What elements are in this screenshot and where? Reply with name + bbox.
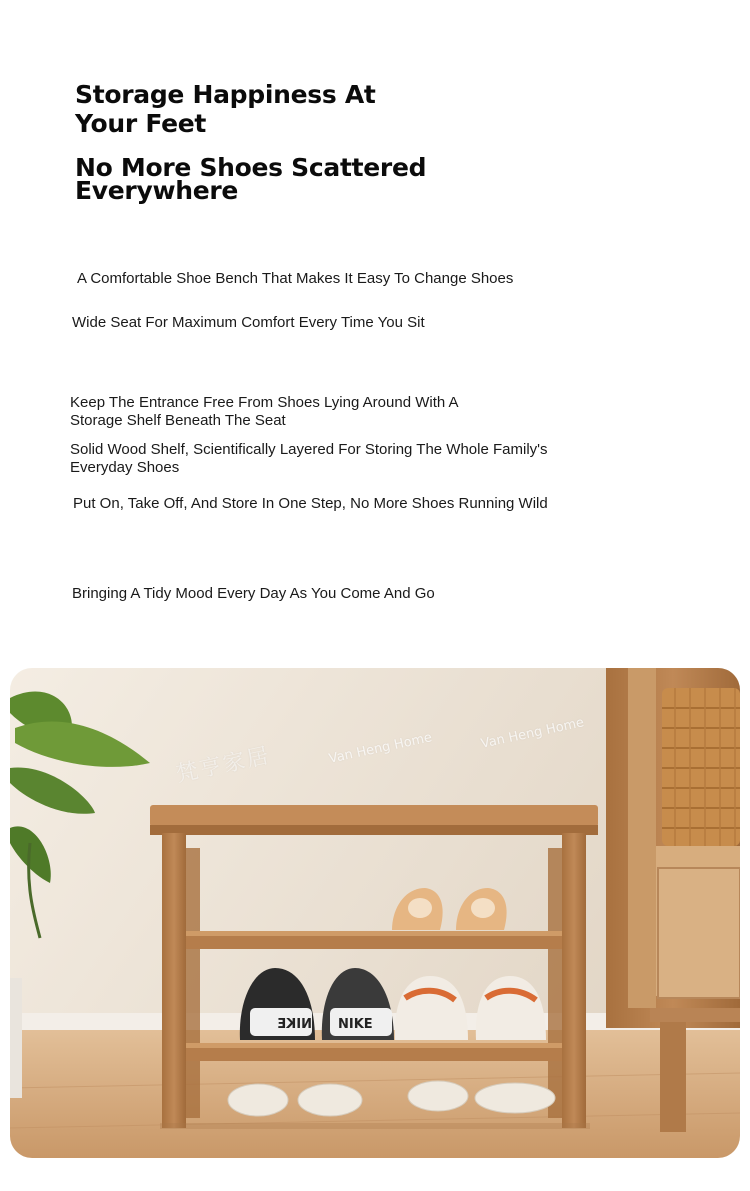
- shoe-brand-text-mirrored: NIKE: [277, 1017, 312, 1032]
- watermark-cn: 梵亨家居: [173, 743, 273, 788]
- plant-pot: [10, 978, 22, 1098]
- feature-comfortable-bench: A Comfortable Shoe Bench That Makes It Easy To Change Shoes: [77, 270, 514, 287]
- feature-tidy-mood: Bringing A Tidy Mood Every Day As You Come And Go: [72, 585, 435, 602]
- shoe-brand-text: NIKE: [338, 1017, 373, 1032]
- watermark-van-heng-home-1: Van Heng Home: [327, 730, 434, 767]
- product-photo-shoe-bench: [10, 668, 740, 1158]
- headline-no-more-shoes: No More Shoes Scattered Everywhere: [75, 153, 427, 205]
- headline-storage-happiness: Storage Happiness At Your Feet: [75, 80, 376, 138]
- feature-entrance-free: Keep The Entrance Free From Shoes Lying Around With A Storage Shelf Beneath The Seat: [70, 394, 458, 429]
- feature-one-step: Put On, Take Off, And Store In One Step, No More Shoes Running Wild: [73, 495, 548, 512]
- watermark-van-heng-home-2: Van Heng Home: [479, 715, 586, 752]
- feature-solid-wood-shelf: Solid Wood Shelf, Scientifically Layered For Storing The Whole Family's Everyday Shoes: [70, 441, 548, 476]
- feature-wide-seat: Wide Seat For Maximum Comfort Every Time You Sit: [72, 314, 425, 331]
